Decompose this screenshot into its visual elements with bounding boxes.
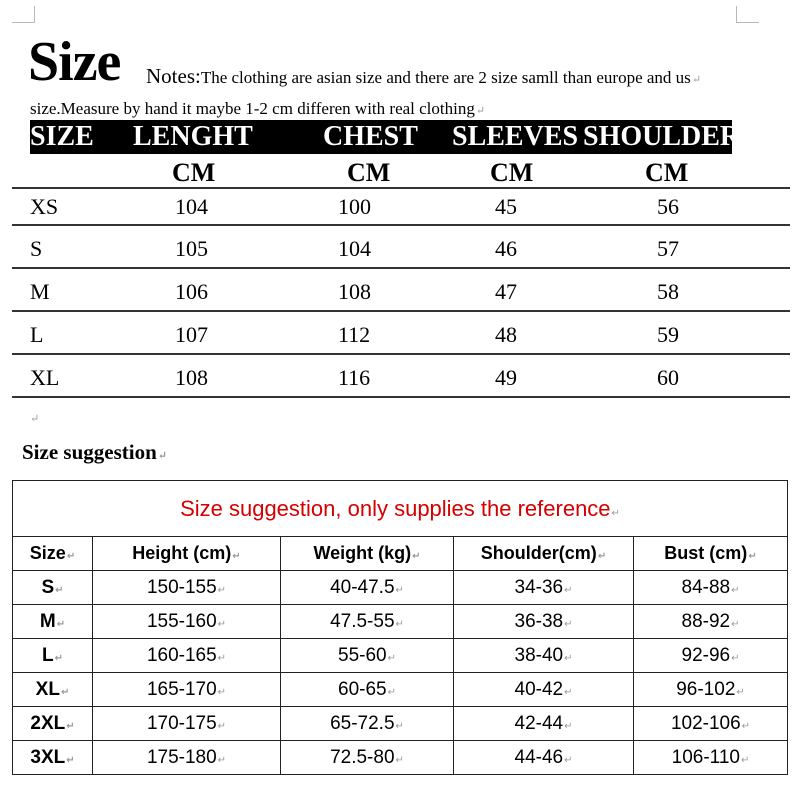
paragraph-mark: ↵ [395, 618, 404, 630]
cell-text: 150-155 [146, 576, 217, 598]
paragraph-mark: ↵ [564, 584, 573, 596]
cell-text: Bust (cm) [664, 543, 748, 563]
paragraph-mark: ↵ [60, 686, 70, 698]
header-cell [454, 537, 634, 571]
unit-chest: CM [347, 158, 391, 187]
cell-size [13, 639, 93, 673]
paragraph-mark: ↵ [731, 584, 740, 596]
paragraph-mark: ↵ [564, 754, 573, 766]
cell-weight [281, 605, 454, 639]
cell-text: S [41, 576, 55, 598]
notes-label: Notes: [146, 64, 201, 88]
cell-chest: 112 [338, 322, 371, 347]
table-row [13, 639, 788, 673]
cell-shoulder: 60 [657, 365, 679, 390]
cell-length: 108 [175, 365, 208, 390]
header-chest: CHEST [323, 121, 418, 152]
paragraph-mark: ↵ [475, 105, 486, 117]
cell-shoulder: 56 [657, 194, 679, 219]
cell-weight [281, 639, 454, 673]
cell-text: Weight (kg) [313, 543, 412, 563]
cell-text: 88-92 [681, 610, 731, 632]
cell-size: L [30, 322, 44, 347]
paragraph-mark: ↵ [748, 551, 757, 562]
page-title: Size [28, 31, 121, 93]
cell-bust [634, 707, 788, 741]
cell-sleeves: 46 [495, 236, 517, 261]
paragraph-mark: ↵ [611, 507, 620, 519]
paragraph-mark: ↵ [564, 720, 573, 732]
cell-text: 55-60 [338, 644, 387, 666]
notes-line-1 [146, 64, 776, 93]
cell-bust [634, 673, 788, 707]
cell-shoulder [454, 741, 634, 775]
cell-size: S [30, 236, 43, 261]
measure-table-header [30, 120, 741, 154]
table-rule [12, 310, 790, 312]
cell-size [13, 571, 93, 605]
cell-sleeves: 49 [495, 365, 517, 390]
paragraph-mark: ↵ [395, 584, 404, 596]
paragraph-mark: ↵ [217, 618, 227, 630]
paragraph-mark: ↵ [217, 720, 227, 732]
table-rule [12, 396, 790, 398]
cell-text: 60-65 [338, 678, 387, 700]
paragraph-mark: ↵ [412, 551, 421, 562]
cell-text: 165-170 [146, 678, 217, 700]
header-length: LENGHT [133, 121, 253, 152]
cell-text: 36-38 [514, 610, 564, 632]
measure-row [0, 271, 800, 311]
cell-size: M [30, 279, 50, 304]
cell-size: XL [30, 365, 60, 390]
paragraph-mark: ↵ [30, 413, 40, 425]
cell-text: L [42, 644, 54, 666]
table-rule [12, 267, 790, 269]
cell-sleeves: 45 [495, 194, 517, 219]
paragraph-mark: ↵ [55, 584, 64, 596]
cell-text: 170-175 [146, 712, 217, 734]
unit-shoulder: CM [645, 158, 689, 187]
cell-shoulder: 58 [657, 279, 679, 304]
cell-height [93, 707, 281, 741]
paragraph-mark: ↵ [56, 618, 66, 630]
table-header-row [13, 537, 788, 571]
table-caption [13, 481, 788, 537]
measure-row [0, 186, 800, 226]
cell-sleeves: 47 [495, 279, 517, 304]
paragraph-mark: ↵ [387, 652, 396, 664]
cell-text: 84-88 [681, 576, 731, 598]
table-row [13, 673, 788, 707]
paragraph-mark: ↵ [597, 551, 607, 562]
table-row [13, 707, 788, 741]
paragraph-mark: ↵ [157, 450, 167, 462]
cell-shoulder: 57 [657, 236, 679, 261]
cell-text: 72.5-80 [330, 746, 395, 768]
paragraph-mark: ↵ [66, 754, 75, 766]
measure-table-units [0, 156, 800, 188]
table-rule [12, 353, 790, 355]
paragraph-mark: ↵ [217, 754, 227, 766]
cell-weight [281, 707, 454, 741]
unit-length: CM [172, 158, 216, 187]
table-row [13, 605, 788, 639]
paragraph-mark: ↵ [740, 754, 750, 766]
cell-text: 44-46 [514, 746, 564, 768]
cell-text: 40-42 [514, 678, 564, 700]
header-cell [281, 537, 454, 571]
cell-bust [634, 571, 788, 605]
paragraph-mark: ↵ [387, 686, 396, 698]
cell-chest: 108 [338, 279, 371, 304]
cell-text: 2XL [30, 712, 66, 734]
header-cell [93, 537, 281, 571]
paragraph-mark: ↵ [564, 618, 573, 630]
cell-weight [281, 571, 454, 605]
notes-text-2: size.Measure by hand it maybe 1-2 cm differen with real clothing [30, 99, 475, 118]
crop-mark-top-left [12, 6, 35, 23]
cell-length: 104 [175, 194, 208, 219]
paragraph-mark: ↵ [395, 720, 404, 732]
cell-size [13, 741, 93, 775]
paragraph-mark: ↵ [217, 686, 227, 698]
header-shoulder: SHOULDER [583, 121, 741, 152]
header-size: SIZE [30, 121, 94, 152]
cell-height [93, 639, 281, 673]
cell-text: XL [35, 678, 60, 700]
paragraph-mark: ↵ [731, 652, 740, 664]
table-row [13, 741, 788, 775]
cell-shoulder [454, 605, 634, 639]
caption-text: Size suggestion, only supplies the reference [180, 495, 611, 521]
header-cell [13, 537, 93, 571]
notes-text-1: The clothing are asian size and there are 2 size samll than europe and us [200, 68, 691, 87]
cell-height [93, 571, 281, 605]
cell-chest: 104 [338, 236, 371, 261]
cell-text: 102-106 [670, 712, 741, 734]
cell-chest: 116 [338, 365, 371, 390]
cell-text: 155-160 [146, 610, 217, 632]
cell-text: 92-96 [681, 644, 731, 666]
cell-text: 47.5-55 [330, 610, 395, 632]
cell-weight [281, 741, 454, 775]
cell-sleeves: 48 [495, 322, 517, 347]
cell-shoulder [454, 707, 634, 741]
cell-bust [634, 605, 788, 639]
cell-text: 3XL [30, 746, 66, 768]
cell-length: 106 [175, 279, 208, 304]
cell-shoulder [454, 639, 634, 673]
cell-text: 65-72.5 [330, 712, 395, 734]
measure-row [0, 228, 800, 268]
paragraph-mark: ↵ [232, 551, 241, 562]
measure-row [0, 357, 800, 397]
header-cell [634, 537, 788, 571]
paragraph-mark: ↵ [217, 652, 227, 664]
cell-shoulder [454, 571, 634, 605]
unit-sleeves: CM [490, 158, 534, 187]
cell-text: Size [29, 543, 66, 563]
cell-length: 107 [175, 322, 208, 347]
table-row [13, 571, 788, 605]
paragraph-mark: ↵ [731, 618, 740, 630]
paragraph-mark: ↵ [66, 551, 76, 562]
cell-text: Height (cm) [132, 543, 232, 563]
cell-bust [634, 741, 788, 775]
cell-shoulder: 59 [657, 322, 679, 347]
cell-text: 160-165 [146, 644, 217, 666]
cell-shoulder [454, 673, 634, 707]
cell-text: 38-40 [514, 644, 564, 666]
cell-size: XS [30, 194, 59, 219]
cell-size [13, 673, 93, 707]
cell-bust [634, 639, 788, 673]
measure-row [0, 314, 800, 354]
paragraph-mark: ↵ [564, 686, 573, 698]
section-title-text: Size suggestion [22, 440, 157, 464]
cell-text: 175-180 [146, 746, 217, 768]
header-sleeves: SLEEVES [452, 121, 579, 152]
cell-text: 42-44 [514, 712, 564, 734]
crop-mark-top-right [736, 6, 759, 23]
cell-text: 106-110 [671, 746, 740, 768]
paragraph-mark: ↵ [741, 720, 751, 732]
paragraph-mark: ↵ [66, 720, 75, 732]
cell-text: Shoulder(cm) [480, 543, 597, 563]
cell-height [93, 741, 281, 775]
cell-text: M [39, 610, 56, 632]
paragraph-mark: ↵ [564, 652, 573, 664]
size-suggestion-table [12, 480, 788, 775]
cell-text: 40-47.5 [330, 576, 395, 598]
paragraph-mark: ↵ [736, 686, 745, 698]
cell-text: 34-36 [514, 576, 564, 598]
paragraph-mark: ↵ [691, 74, 702, 86]
table-rule [12, 224, 790, 226]
cell-size [13, 707, 93, 741]
cell-height [93, 605, 281, 639]
cell-chest: 100 [338, 194, 371, 219]
paragraph-mark: ↵ [54, 652, 63, 664]
cell-length: 105 [175, 236, 208, 261]
cell-weight [281, 673, 454, 707]
cell-size [13, 605, 93, 639]
cell-height [93, 673, 281, 707]
cell-text: 96-102 [676, 678, 736, 700]
paragraph-mark: ↵ [395, 754, 404, 766]
section-title [22, 440, 167, 465]
paragraph-mark: ↵ [217, 584, 227, 596]
